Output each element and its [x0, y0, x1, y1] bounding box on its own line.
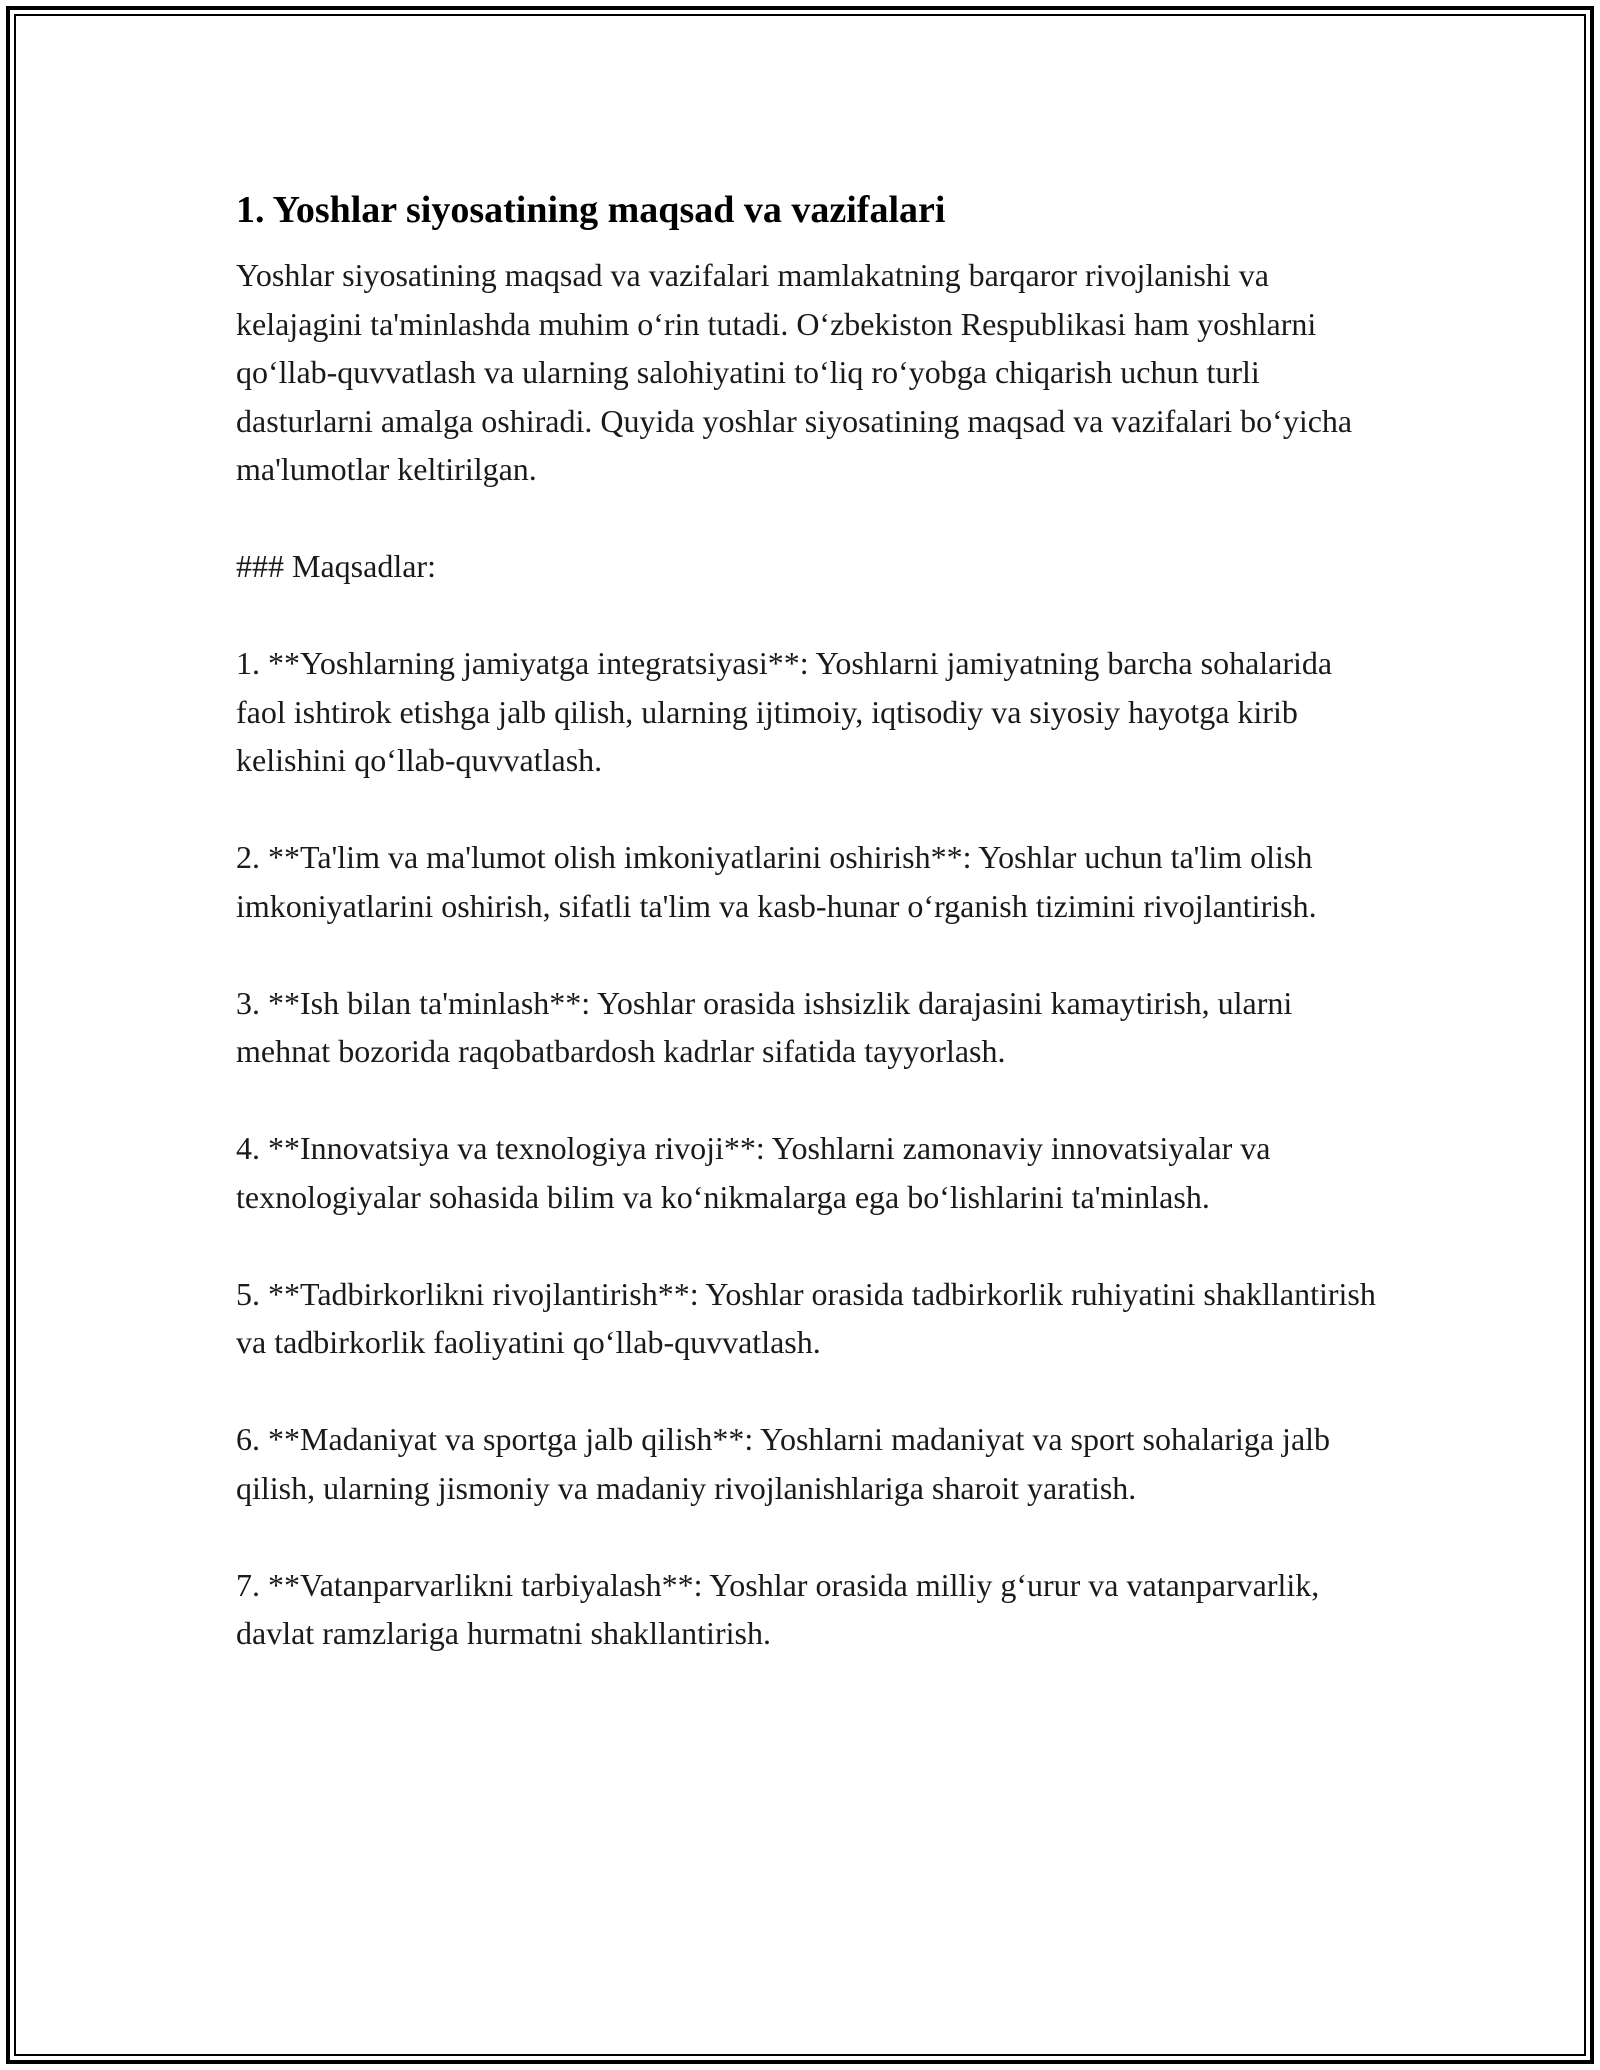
intro-paragraph: Yoshlar siyosatining maqsad va vazifalari mamlakatning barqaror rivojlanishi va kelajagini ta'minlashda muhim o‘rin tutadi. O‘zbekiston Respublikasi ham yoshlarni qo‘llab-quvvatlash va ularning salohiyatini to‘liq ro‘yobga chiqarish uchun turli dasturlarni amalga oshiradi. Quyida yoshlar siyosatining maqsad va vazifalari bo‘yicha ma'lumotlar keltirilgan.	[236, 257, 1353, 488]
list-item: 2. **Ta'lim va ma'lumot olish imkoniyatlarini oshirish**: Yoshlar uchun ta'lim olish imkoniyatlarini oshirish, sifatli ta'lim va kasb-hunar o‘rganish tizimini rivojlantirish.	[236, 839, 1317, 924]
list-item: 3. **Ish bilan ta'minlash**: Yoshlar orasida ishsizlik darajasini kamaytirish, ularni mehnat bozorida raqobatbardosh kadrlar sifatida tayyorlash.	[236, 984, 1293, 1070]
list-item: 7. **Vatanparvarlikni tarbiyalash**: Yoshlar orasida milliy g‘urur va vatanparvarlik, davlat ramzlariga hurmatni shakllantirish.	[236, 1566, 1320, 1652]
list-item: 4. **Innovatsiya va texnologiya rivoji**: Yoshlarni zamonaviy innovatsiyalar va texnologiyalar sohasida bilim va ko‘nikmalarga ega bo‘lishlarini ta'minlash.	[236, 1130, 1271, 1215]
list-item: 5. **Tadbirkorlikni rivojlantirish**: Yoshlar orasida tadbirkorlik ruhiyatini shakllantirish va tadbirkorlik faoliyatini qo‘llab-quvvatlash.	[236, 1275, 1376, 1361]
list-item: 1. **Yoshlarning jamiyatga integratsiyasi**: Yoshlarni jamiyatning barcha sohalarida faol ishtirok etishga jalb qilish, ularning ijtimoiy, iqtisodiy va siyosiy hayotga kirib kelishini qo‘llab-quvvatlash.	[236, 645, 1333, 779]
list-item: 6. **Madaniyat va sportga jalb qilish**: Yoshlarni madaniyat va sport sohalariga jalb qilish, ularning jismoniy va madaniy rivojlanishlariga sharoit yaratish.	[236, 1421, 1331, 1506]
document-title: 1. Yoshlar siyosatining maqsad va vazifalari	[236, 189, 946, 231]
document-body	[236, 186, 1376, 1706]
section-heading: ### Maqsadlar:	[236, 548, 436, 585]
